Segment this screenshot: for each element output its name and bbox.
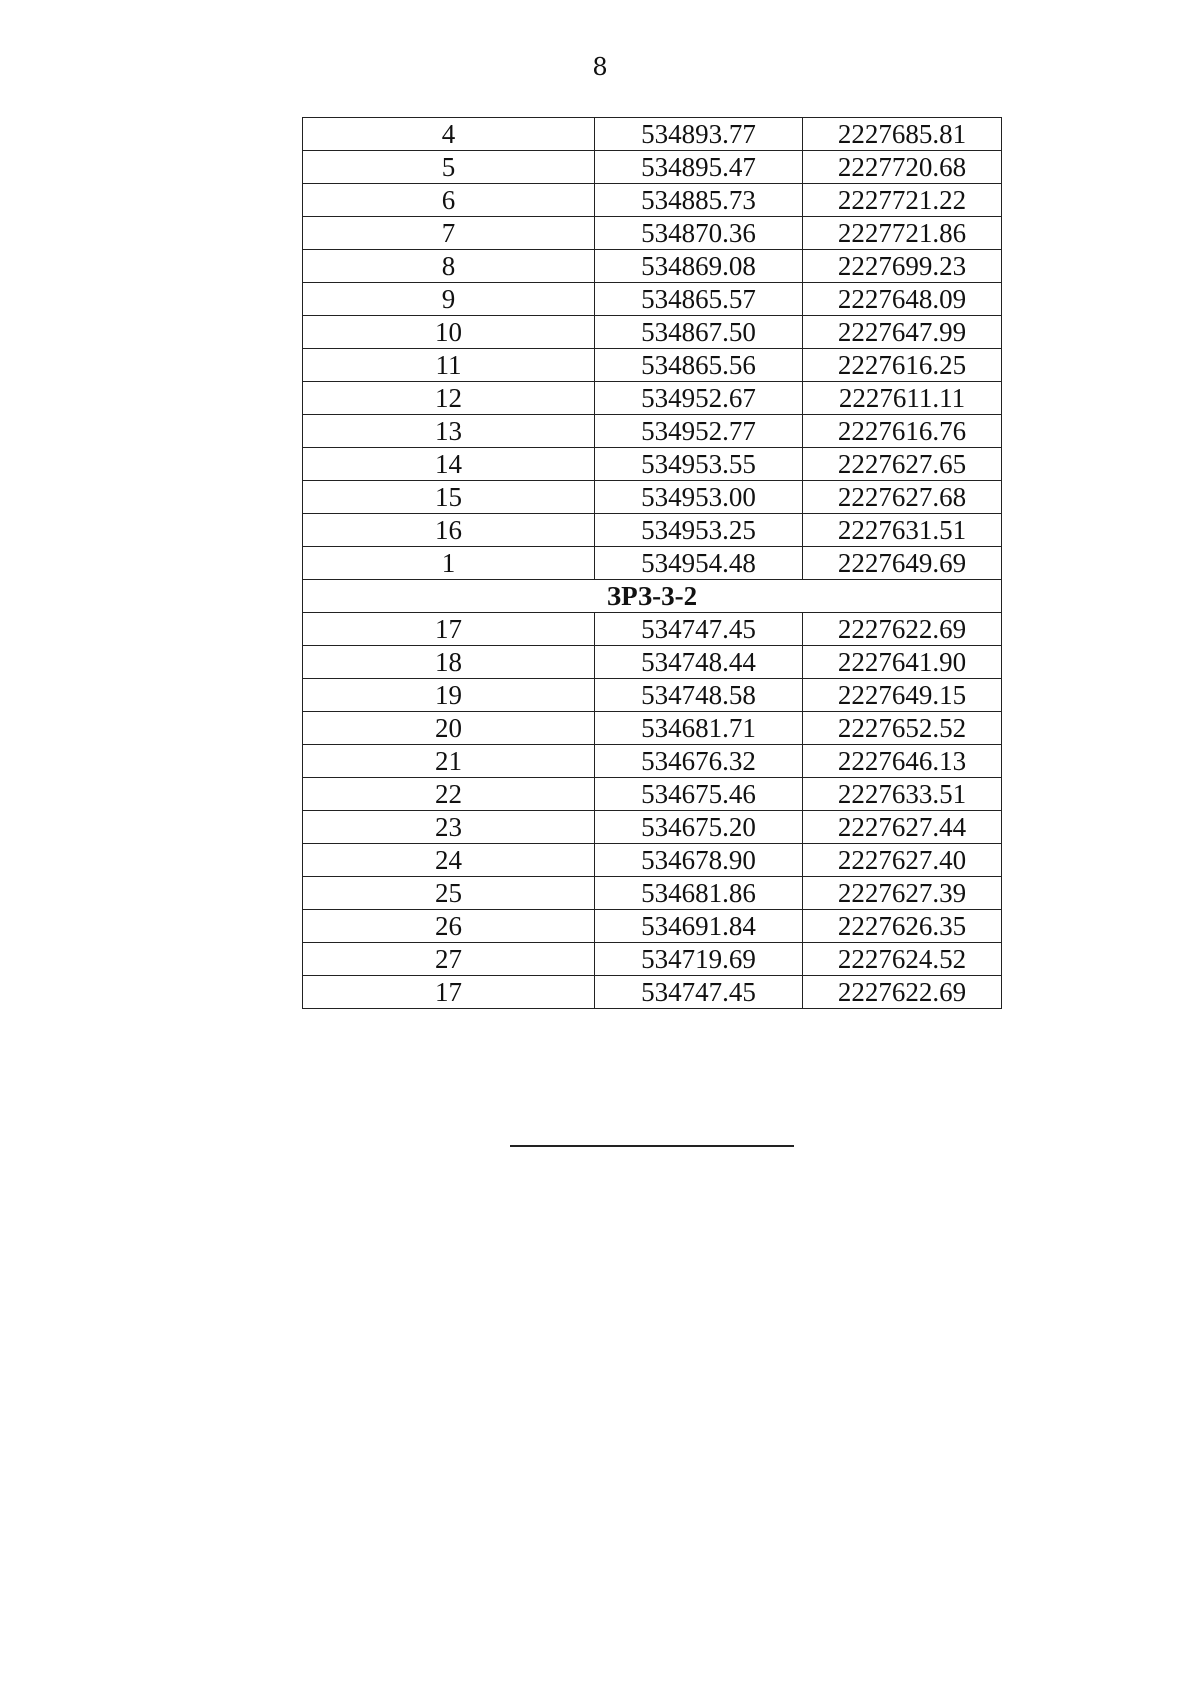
point-number-cell: 5 (303, 151, 595, 184)
y-coordinate-cell: 2227652.52 (803, 712, 1002, 745)
point-number-cell: 16 (303, 514, 595, 547)
point-number-cell: 27 (303, 943, 595, 976)
table-row (303, 547, 1002, 580)
y-coordinate-cell: 2227616.25 (803, 349, 1002, 382)
x-coordinate-cell: 534681.71 (595, 712, 803, 745)
x-coordinate-cell: 534953.55 (595, 448, 803, 481)
point-number-cell: 25 (303, 877, 595, 910)
x-coordinate-cell: 534747.45 (595, 976, 803, 1009)
x-coordinate-cell: 534869.08 (595, 250, 803, 283)
y-coordinate-cell: 2227616.76 (803, 415, 1002, 448)
table-row (303, 118, 1002, 151)
point-number-cell: 10 (303, 316, 595, 349)
x-coordinate-cell: 534865.56 (595, 349, 803, 382)
point-number-cell: 19 (303, 679, 595, 712)
y-coordinate-cell: 2227611.11 (803, 382, 1002, 415)
y-coordinate-cell: 2227720.68 (803, 151, 1002, 184)
point-number-cell: 18 (303, 646, 595, 679)
y-coordinate-cell: 2227627.39 (803, 877, 1002, 910)
table-row (303, 679, 1002, 712)
section-header-row (303, 580, 1002, 613)
x-coordinate-cell: 534676.32 (595, 745, 803, 778)
point-number-cell: 21 (303, 745, 595, 778)
y-coordinate-cell: 2227641.90 (803, 646, 1002, 679)
table-row (303, 481, 1002, 514)
table-row (303, 976, 1002, 1009)
table-row (303, 910, 1002, 943)
coordinates-table-body (303, 118, 1002, 1009)
point-number-cell: 6 (303, 184, 595, 217)
x-coordinate-cell: 534748.58 (595, 679, 803, 712)
y-coordinate-cell: 2227649.69 (803, 547, 1002, 580)
y-coordinate-cell: 2227624.52 (803, 943, 1002, 976)
point-number-cell: 22 (303, 778, 595, 811)
x-coordinate-cell: 534675.20 (595, 811, 803, 844)
x-coordinate-cell: 534952.67 (595, 382, 803, 415)
x-coordinate-cell: 534675.46 (595, 778, 803, 811)
table-row (303, 382, 1002, 415)
point-number-cell: 11 (303, 349, 595, 382)
x-coordinate-cell: 534681.86 (595, 877, 803, 910)
x-coordinate-cell: 534893.77 (595, 118, 803, 151)
table-row (303, 415, 1002, 448)
table-row (303, 184, 1002, 217)
table-row (303, 448, 1002, 481)
page-number: 8 (592, 53, 608, 81)
point-number-cell: 20 (303, 712, 595, 745)
y-coordinate-cell: 2227649.15 (803, 679, 1002, 712)
x-coordinate-cell: 534867.50 (595, 316, 803, 349)
point-number-cell: 1 (303, 547, 595, 580)
y-coordinate-cell: 2227721.86 (803, 217, 1002, 250)
x-coordinate-cell: 534678.90 (595, 844, 803, 877)
x-coordinate-cell: 534953.25 (595, 514, 803, 547)
table-row (303, 712, 1002, 745)
table-row (303, 943, 1002, 976)
x-coordinate-cell: 534748.44 (595, 646, 803, 679)
y-coordinate-cell: 2227685.81 (803, 118, 1002, 151)
y-coordinate-cell: 2227627.68 (803, 481, 1002, 514)
point-number-cell: 17 (303, 613, 595, 646)
y-coordinate-cell: 2227627.65 (803, 448, 1002, 481)
x-coordinate-cell: 534747.45 (595, 613, 803, 646)
x-coordinate-cell: 534691.84 (595, 910, 803, 943)
y-coordinate-cell: 2227721.22 (803, 184, 1002, 217)
table-row (303, 844, 1002, 877)
point-number-cell: 8 (303, 250, 595, 283)
section-title: ЗРЗ-3-2 (303, 580, 1002, 613)
x-coordinate-cell: 534895.47 (595, 151, 803, 184)
point-number-cell: 13 (303, 415, 595, 448)
point-number-cell: 12 (303, 382, 595, 415)
point-number-cell: 26 (303, 910, 595, 943)
y-coordinate-cell: 2227647.99 (803, 316, 1002, 349)
point-number-cell: 7 (303, 217, 595, 250)
table-row (303, 745, 1002, 778)
y-coordinate-cell: 2227648.09 (803, 283, 1002, 316)
y-coordinate-cell: 2227631.51 (803, 514, 1002, 547)
y-coordinate-cell: 2227627.40 (803, 844, 1002, 877)
coordinates-table (302, 117, 1002, 1009)
end-rule (510, 1145, 794, 1147)
table-row (303, 613, 1002, 646)
table-row (303, 877, 1002, 910)
x-coordinate-cell: 534870.36 (595, 217, 803, 250)
point-number-cell: 17 (303, 976, 595, 1009)
point-number-cell: 9 (303, 283, 595, 316)
table-row (303, 646, 1002, 679)
x-coordinate-cell: 534885.73 (595, 184, 803, 217)
table-row (303, 811, 1002, 844)
y-coordinate-cell: 2227646.13 (803, 745, 1002, 778)
table-row (303, 778, 1002, 811)
table-row (303, 514, 1002, 547)
y-coordinate-cell: 2227622.69 (803, 976, 1002, 1009)
x-coordinate-cell: 534865.57 (595, 283, 803, 316)
table-row (303, 349, 1002, 382)
point-number-cell: 15 (303, 481, 595, 514)
table-row (303, 250, 1002, 283)
y-coordinate-cell: 2227627.44 (803, 811, 1002, 844)
y-coordinate-cell: 2227622.69 (803, 613, 1002, 646)
y-coordinate-cell: 2227633.51 (803, 778, 1002, 811)
x-coordinate-cell: 534954.48 (595, 547, 803, 580)
y-coordinate-cell: 2227699.23 (803, 250, 1002, 283)
point-number-cell: 24 (303, 844, 595, 877)
x-coordinate-cell: 534719.69 (595, 943, 803, 976)
table-row (303, 217, 1002, 250)
table-row (303, 283, 1002, 316)
point-number-cell: 23 (303, 811, 595, 844)
table-row (303, 151, 1002, 184)
y-coordinate-cell: 2227626.35 (803, 910, 1002, 943)
x-coordinate-cell: 534952.77 (595, 415, 803, 448)
point-number-cell: 14 (303, 448, 595, 481)
x-coordinate-cell: 534953.00 (595, 481, 803, 514)
point-number-cell: 4 (303, 118, 595, 151)
table-row (303, 316, 1002, 349)
